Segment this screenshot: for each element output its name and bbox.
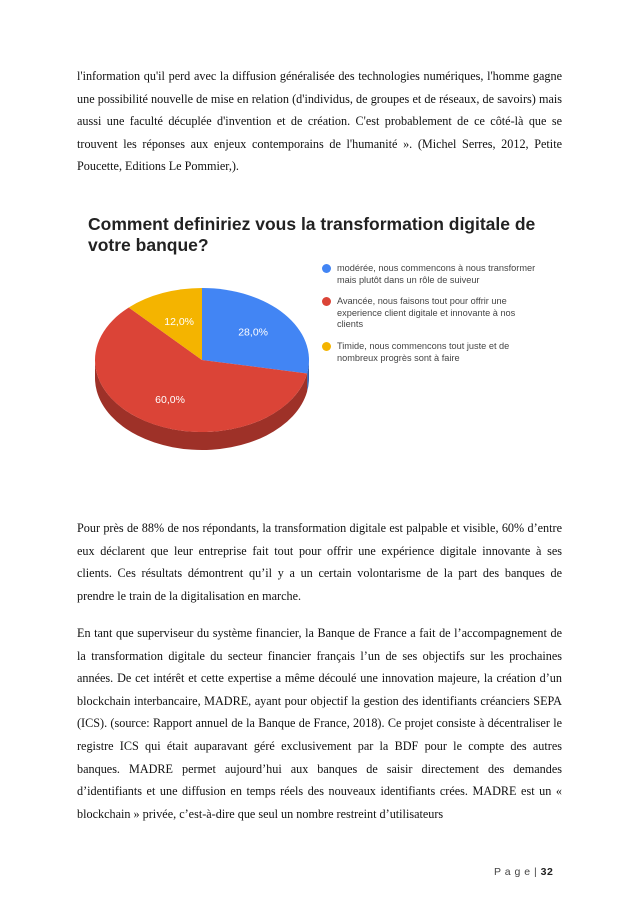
legend-item-timide — [322, 341, 537, 364]
pie-label-2: 12,0% — [164, 316, 195, 329]
legend-label-avancee: Avancée, nous faisons tout pour offrir une experience client digitale et innovante à nos clients — [337, 296, 516, 330]
legend-item-avancee — [322, 296, 537, 331]
page-separator: | — [534, 866, 538, 878]
pie-label-1: 60,0% — [155, 394, 185, 407]
pie-label-0: 28,0% — [238, 326, 269, 339]
page-footer — [494, 866, 553, 878]
legend-dot-red — [322, 297, 331, 306]
pie-chart — [80, 280, 330, 480]
legend-label-moderee: modérée, nous commencons à nous transformer mais plutôt dans un rôle de suiveur — [337, 263, 536, 285]
paragraph-madre: En tant que superviseur du système financier, la Banque de France a fait de l’accompagnement de la transformation digitale du secteur financier français l’un de ses objectifs sur les prochaines années. De cet intérêt et cette expertise a même découlé une innovation majeure, la création d’un blockchain interbancaire, MADRE, ayant pour objectif la gestion des identifiants créanciers SEPA (ICS). (source: Rapport annuel de la Banque de France, 2018). Ce projet consiste à décentraliser le registre ICS qui était auparavant géré exclusivement par la BDF pour le compte des autres banques. MADRE permet aujourd’hui aux banques de saisir directement des demandes d’identifiants et une diffusion en temps réels des nouveaux identifiants crées. MADRE est un « blockchain » privée, c’est-à-dire que seul un nombre restreint d’utilisateurs — [77, 626, 562, 821]
chart-title: Comment definiriez vous la transformation digitale de votre banque? — [88, 214, 536, 255]
paragraph-results: Pour près de 88% de nos répondants, la transformation digitale est palpable et visible, 60% d’entre eux déclarent que leur entreprise fait tout pour offrir une expérience digitale innovante à ses clients. Ces résultats démontrent qu’il y a un certain volontarisme de la part des banques de prendre le train de la digitalisation en marche. — [77, 521, 562, 603]
paragraph-intro-quote: l'information qu'il perd avec la diffusion généralisée des technologies numériques, l'homme gagne une possibilité nouvelle de mise en relation (d'individus, de groupes et de réseaux, de savoirs) mais aussi une faculté décuplée d'invention et de création. C'est probablement de ce côté-là que se trouvent les réponses aux enjeux contemporains de l'humanité ». (Michel Serres, 2012, Petite Poucette, Editions Le Pommier,). — [77, 69, 562, 174]
chart-legend — [322, 263, 537, 374]
legend-item-moderee — [322, 263, 537, 286]
legend-dot-yellow — [322, 342, 331, 351]
legend-dot-blue — [322, 264, 331, 273]
page-number: 32 — [540, 866, 554, 878]
page-label: P a g e — [494, 866, 531, 878]
legend-label-timide: Timide, nous commencons tout juste et de nombreux progrès sont à faire — [337, 340, 510, 363]
